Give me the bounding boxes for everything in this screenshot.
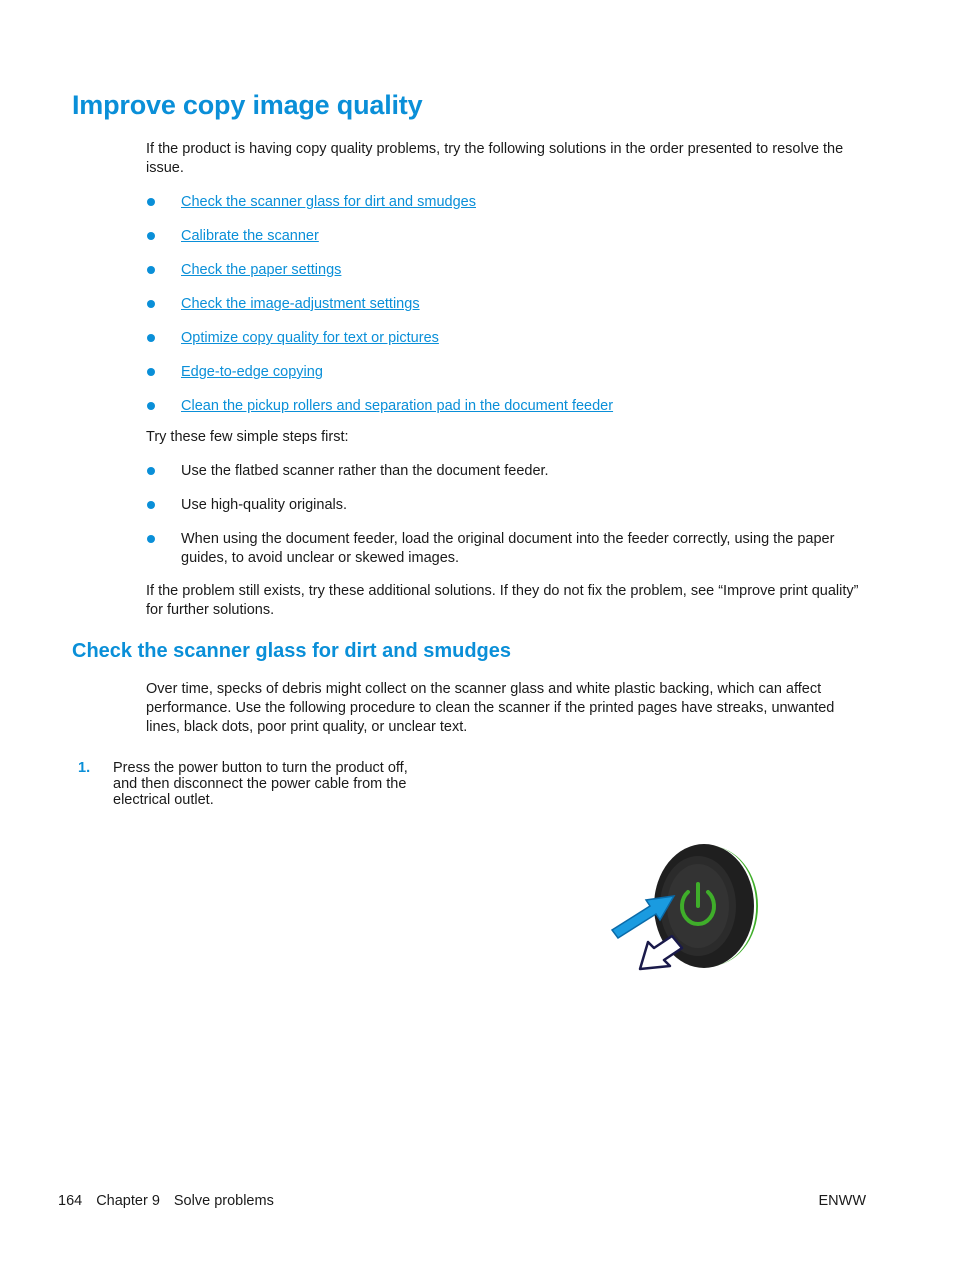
footer-chapter-title: Solve problems	[173, 1193, 274, 1209]
list-item	[146, 363, 862, 382]
simple-steps-list	[146, 462, 862, 568]
simple-step-text: Use high-quality originals.	[181, 497, 348, 513]
simple-step-text: When using the document feeder, load the original document into the feeder correctly, using the paper guides, to avoid unclear or skewed images.	[181, 531, 835, 566]
solution-link-list	[146, 193, 862, 416]
list-item	[146, 496, 862, 515]
bullet-icon	[147, 402, 155, 410]
simple-step-text: Use the flatbed scanner rather than the document feeder.	[181, 463, 549, 479]
link-clean-rollers[interactable]: Clean the pickup rollers and separation pad in the document feeder	[181, 398, 614, 414]
bullet-icon	[147, 334, 155, 342]
list-item	[146, 530, 862, 568]
unplug-arrow-icon	[640, 936, 682, 969]
bullet-icon	[147, 467, 155, 475]
additional-solutions-paragraph: If the problem still exists, try these additional solutions. If they do not fix the problem, see “Improve print quality” for further solutions.	[146, 583, 859, 618]
section-title: Check the scanner glass for dirt and smudges	[72, 640, 512, 662]
power-button-illustration	[606, 842, 758, 972]
list-item	[146, 295, 862, 314]
link-edge-to-edge[interactable]: Edge-to-edge copying	[181, 364, 323, 380]
link-calibrate-scanner[interactable]: Calibrate the scanner	[181, 228, 319, 244]
intro-paragraph: If the product is having copy quality problems, try the following solutions in the order presented to resolve the issue.	[146, 141, 844, 176]
bullet-icon	[147, 300, 155, 308]
bullet-icon	[147, 198, 155, 206]
bullet-icon	[147, 368, 155, 376]
footer-chapter: Chapter 9	[96, 1193, 160, 1209]
list-item	[146, 329, 862, 348]
simple-steps-intro: Try these few simple steps first:	[146, 429, 349, 445]
footer-right: ENWW	[818, 1193, 866, 1209]
step-text: Press the power button to turn the product off, and then disconnect the power cable from the electrical outlet.	[113, 760, 408, 808]
step-number: 1.	[78, 760, 91, 776]
bullet-icon	[147, 266, 155, 274]
list-item	[146, 397, 862, 416]
page-title: Improve copy image quality	[72, 90, 423, 120]
bullet-icon	[147, 232, 155, 240]
link-optimize-copy[interactable]: Optimize copy quality for text or pictures	[181, 330, 439, 346]
list-item	[146, 462, 862, 481]
footer-left	[58, 1193, 274, 1209]
list-item	[146, 193, 862, 212]
page-number: 164	[58, 1193, 83, 1209]
list-item	[146, 227, 862, 246]
section-body: Over time, specks of debris might collect on the scanner glass and white plastic backing, which can affect performance. Use the following procedure to clean the scanner if the printed pages have streaks, unwanted lines, black dots, poor print quality, or unclear text.	[146, 681, 835, 735]
link-image-adjustment[interactable]: Check the image-adjustment settings	[181, 296, 420, 312]
bullet-icon	[147, 501, 155, 509]
link-check-scanner-glass[interactable]: Check the scanner glass for dirt and smudges	[181, 194, 476, 210]
bullet-icon	[147, 535, 155, 543]
link-paper-settings[interactable]: Check the paper settings	[181, 262, 342, 278]
list-item	[146, 261, 862, 280]
